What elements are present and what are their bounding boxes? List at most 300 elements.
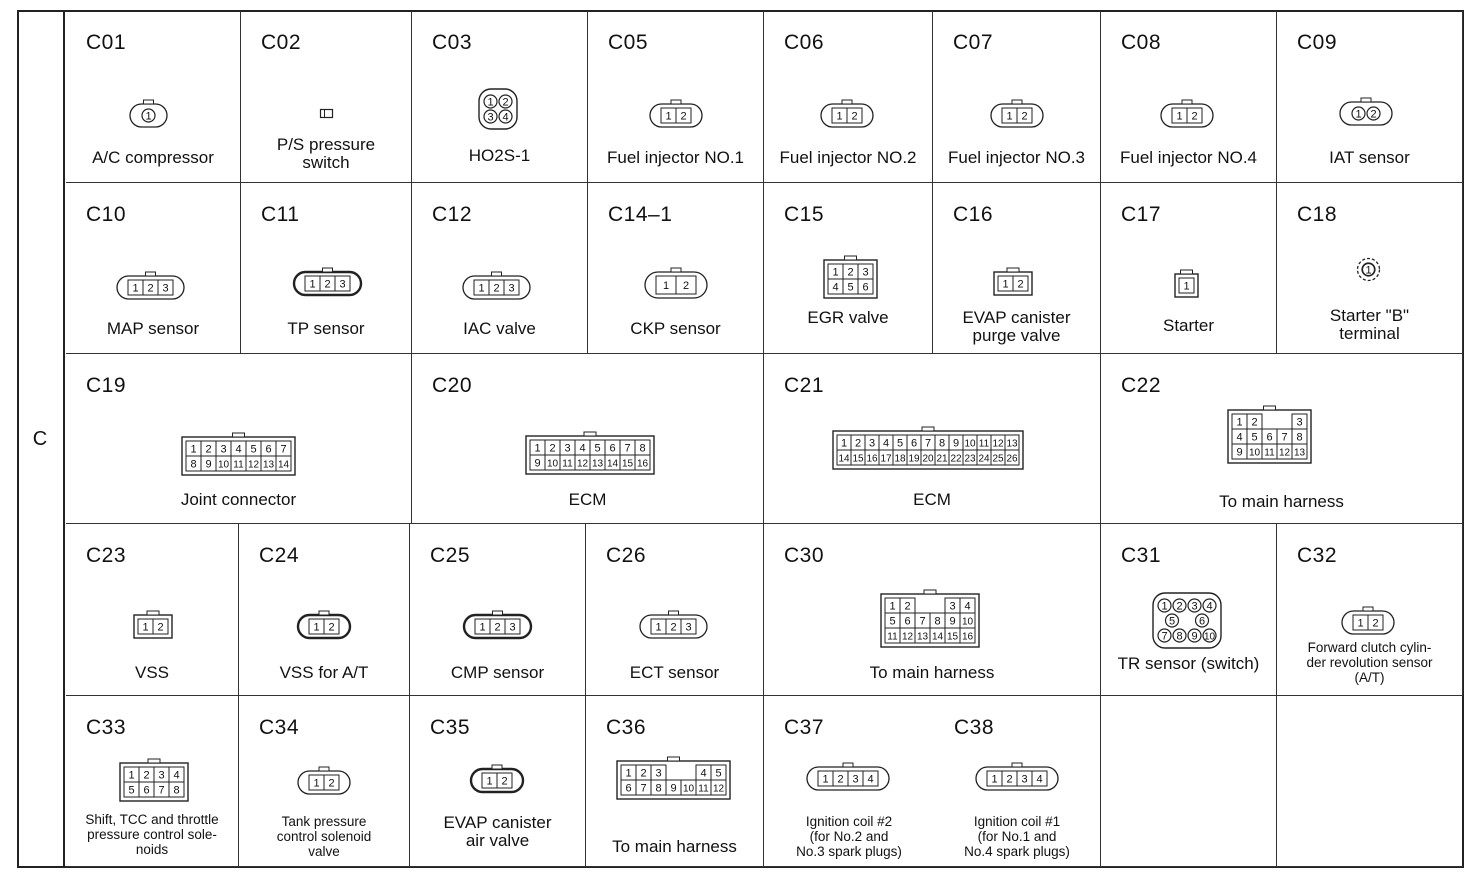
pin-label: 25 — [992, 453, 1004, 465]
pin-label: 2 — [146, 282, 154, 294]
connector-cell-c15 — [764, 183, 933, 354]
connector-face-c11 — [293, 271, 362, 296]
pin-label: 1 — [477, 282, 485, 294]
pin-label: 2 — [549, 442, 556, 455]
connector-name: To main harness — [869, 663, 995, 682]
connector-code: C07 — [953, 31, 994, 54]
connector-name: IAT sensor — [1329, 148, 1410, 167]
pin-label: 7 — [279, 443, 287, 456]
connector-name: To main harness — [612, 837, 737, 856]
pin-label: 8 — [639, 442, 646, 455]
connector-code: C36 — [606, 716, 647, 739]
connector-face-c26 — [639, 614, 708, 639]
pin-label: 2 — [1006, 773, 1013, 785]
connector-cell-c11 — [241, 183, 412, 354]
pin-label: 1 — [313, 621, 320, 633]
pin-label: 2 — [1017, 278, 1024, 290]
connector-cell-c16 — [933, 183, 1101, 354]
pin-label: 21 — [936, 453, 948, 465]
connector-name: ECM — [568, 490, 607, 509]
pin-label: 1 — [487, 96, 494, 109]
pin-label: 1 — [128, 769, 135, 782]
pin-label: 3 — [1295, 416, 1303, 428]
connector-cell-c34 — [239, 696, 410, 867]
connector-name: Starter — [1162, 316, 1215, 335]
pin-label: 13 — [262, 459, 274, 471]
pin-label: 1 — [189, 443, 197, 456]
connector-name: MAP sensor — [106, 319, 200, 338]
connector-code: C37 — [784, 716, 825, 739]
pin-label: 10 — [1248, 447, 1260, 458]
connector-face-c08 — [1160, 103, 1214, 128]
connector-face-c05 — [649, 103, 703, 128]
pin-label: 12 — [901, 631, 914, 642]
connector-face-c10 — [116, 275, 185, 300]
pin-label: 10 — [546, 458, 559, 470]
pin-label: 3 — [852, 773, 859, 785]
pin-label: 12 — [247, 459, 259, 471]
pin-label: 4 — [173, 769, 180, 782]
connector-face-c21 — [832, 430, 1024, 470]
connector-code: C25 — [430, 544, 471, 567]
pin-label: 24 — [978, 453, 990, 465]
connector-code: C06 — [784, 31, 825, 54]
pin-label: 3 — [1191, 600, 1198, 612]
connector-cell-c10 — [66, 183, 241, 354]
pin-label: 13 — [1006, 438, 1018, 450]
connector-cell-c33 — [66, 696, 239, 867]
pin-label: 3 — [949, 600, 956, 612]
connector-cell-c07 — [933, 11, 1101, 183]
connector-cell-c22 — [1101, 354, 1463, 524]
pin-label: 8 — [189, 458, 197, 471]
connector-face-c35 — [470, 768, 524, 793]
connector-code: C24 — [259, 544, 300, 567]
pin-label: 7 — [158, 784, 165, 797]
connector-face-c37 — [806, 766, 890, 791]
pin-label: 9 — [1235, 446, 1243, 458]
connector-face-c06 — [820, 103, 874, 128]
connector-code: C19 — [86, 374, 127, 397]
connector-face-c01 — [129, 103, 168, 128]
pin-label: 11 — [697, 783, 709, 795]
pin-label: 2 — [846, 266, 854, 279]
pin-label: 3 — [654, 767, 662, 780]
pin-label: 10 — [964, 438, 976, 450]
connector-name: Tank pressure control solenoid valve — [276, 814, 372, 859]
connector-name: Fuel injector NO.1 — [607, 148, 744, 167]
pin-label: 20 — [922, 453, 934, 465]
row-label-column — [17, 10, 65, 868]
connector-code: C14–1 — [608, 203, 673, 226]
pin-label: 12 — [1278, 447, 1290, 458]
connector-name: TP sensor — [287, 319, 365, 338]
pin-label: 11 — [1263, 447, 1275, 458]
connector-face-c17 — [1174, 273, 1199, 298]
pin-label: 3 — [158, 769, 165, 782]
pin-label: 3 — [564, 442, 571, 455]
connector-cell-c35 — [410, 696, 586, 867]
pin-label: 2 — [204, 443, 212, 456]
pin-label: 4 — [699, 767, 707, 780]
pin-label: 2 — [854, 437, 862, 450]
connector-code: C10 — [86, 203, 127, 226]
connector-cell-c37 — [764, 696, 934, 867]
pin-label: 8 — [173, 784, 180, 797]
connector-code: C15 — [784, 203, 825, 226]
connector-cell-c24 — [239, 524, 410, 696]
pin-label: 9 — [1191, 630, 1198, 642]
pin-label: 3 — [861, 266, 869, 279]
connector-face-c20 — [525, 435, 655, 475]
connector-code: C23 — [86, 544, 127, 567]
connector-name: A/C compressor — [92, 148, 214, 167]
connector-cell-c06 — [764, 11, 933, 183]
connector-name: EVAP canister purge valve — [962, 308, 1071, 345]
connector-name: Shift, TCC and throttle pressure control sole- noids — [85, 812, 219, 857]
pin-label: 10 — [1203, 631, 1216, 642]
pin-label: 1 — [1161, 600, 1168, 612]
pin-label: 8 — [938, 437, 946, 450]
connector-cell-c01 — [66, 11, 241, 183]
pin-label: 2 — [680, 110, 687, 122]
connector-face-c12 — [462, 275, 531, 300]
pin-label: 5 — [128, 784, 135, 797]
connector-cell-c14–1 — [588, 183, 764, 354]
connector-face-c30 — [880, 593, 980, 648]
pin-label: 6 — [624, 782, 632, 795]
connector-face-c36 — [616, 760, 731, 800]
connector-face-c31 — [1152, 592, 1222, 649]
pin-label: 11 — [978, 438, 990, 450]
pin-label: 12 — [576, 458, 589, 470]
connector-name: EVAP canister air valve — [443, 813, 552, 850]
pin-label: 7 — [624, 442, 631, 455]
pin-label: 5 — [1168, 615, 1176, 627]
pin-label: 2 — [493, 621, 501, 633]
connector-name: P/S pressure switch — [276, 135, 376, 172]
pin-label: 16 — [866, 453, 878, 465]
connector-name: Fuel injector NO.3 — [948, 148, 1085, 167]
pin-label: 12 — [992, 438, 1004, 450]
pin-label: 12 — [712, 783, 724, 795]
pin-label: 2 — [323, 278, 331, 290]
pin-label: 9 — [669, 782, 677, 795]
connector-name: HO2S-1 — [468, 146, 531, 165]
pin-label: 6 — [609, 442, 616, 455]
pin-label: 15 — [946, 631, 959, 642]
pin-label: 3 — [487, 111, 494, 124]
pin-label: 6 — [1198, 615, 1206, 627]
pin-label: 5 — [889, 615, 896, 627]
connector-name: CMP sensor — [450, 663, 545, 682]
pin-label: 4 — [234, 443, 242, 456]
pin-label: 2 — [851, 110, 858, 122]
connector-code: C32 — [1297, 544, 1338, 567]
pin-label: 5 — [249, 443, 257, 456]
pin-label: 1 — [654, 621, 662, 633]
connector-cell-c26 — [586, 524, 764, 696]
pin-label: 13 — [1293, 447, 1305, 458]
connector-code: C34 — [259, 716, 300, 739]
pin-label: 2 — [501, 775, 508, 787]
pin-label: 3 — [219, 443, 227, 456]
connector-name: ECT sensor — [629, 663, 720, 682]
connector-code: C21 — [784, 374, 825, 397]
pin-label: 1 — [144, 110, 152, 122]
connector-code: C26 — [606, 544, 647, 567]
pin-label: 1 — [624, 767, 632, 780]
pin-label: 2 — [1372, 617, 1379, 629]
connector-face-c07 — [990, 103, 1044, 128]
pin-label: 3 — [338, 278, 346, 290]
connector-cell-c30 — [764, 524, 1101, 696]
pin-label: 2 — [639, 767, 647, 780]
pin-label: 1 — [889, 600, 896, 612]
pin-label: 1 — [991, 773, 998, 785]
connector-cell-c05 — [588, 11, 764, 183]
pin-label: 1 — [142, 621, 149, 633]
pin-label: 2 — [1370, 108, 1377, 120]
connector-cell-c23 — [66, 524, 239, 696]
connector-cell-c31 — [1101, 524, 1277, 696]
pin-label: 7 — [1280, 431, 1288, 443]
pin-label: 9 — [204, 458, 212, 471]
pin-label: 6 — [1265, 431, 1273, 443]
pin-label: 6 — [904, 615, 911, 627]
connector-code: C35 — [430, 716, 471, 739]
pin-label: 2 — [328, 777, 335, 789]
pin-label: 16 — [636, 458, 649, 470]
pin-label: 2 — [492, 282, 500, 294]
pin-label: 1 — [1364, 264, 1372, 276]
pin-label: 4 — [1206, 600, 1213, 612]
pin-label: 3 — [1021, 773, 1028, 785]
connector-name: IAC valve — [463, 319, 536, 338]
pin-label: 17 — [880, 453, 892, 465]
connector-code: C38 — [954, 716, 995, 739]
connector-name: Fuel injector NO.4 — [1120, 148, 1257, 167]
pin-label: 4 — [831, 281, 839, 294]
connector-name: Starter "B" terminal — [1329, 306, 1410, 343]
pin-label: 1 — [662, 280, 670, 292]
connector-code: C08 — [1121, 31, 1162, 54]
connector-name: VSS for A/T — [279, 663, 369, 682]
pin-label: 3 — [868, 437, 876, 450]
connector-face-c14–1 — [644, 271, 708, 299]
connector-name: Joint connector — [180, 490, 297, 509]
pin-label: 11 — [232, 459, 244, 471]
pin-label: 6 — [264, 443, 272, 456]
pin-label: 8 — [1176, 630, 1183, 642]
pin-label: 19 — [908, 453, 920, 465]
connector-code: C31 — [1121, 544, 1162, 567]
connector-face-c23 — [133, 614, 173, 639]
pin-label: 1 — [486, 775, 493, 787]
connector-cell-c32 — [1277, 524, 1463, 696]
pin-label: 4 — [1036, 773, 1043, 785]
pin-label: 6 — [143, 784, 150, 797]
pin-label: 7 — [924, 437, 932, 450]
pin-label: 5 — [896, 437, 904, 450]
pin-label: 2 — [143, 769, 150, 782]
pin-label: 3 — [508, 621, 516, 633]
pin-label: 2 — [1021, 110, 1028, 122]
pin-label: 1 — [1357, 617, 1364, 629]
pin-label: 1 — [313, 777, 320, 789]
pin-label: 2 — [682, 280, 690, 292]
connector-code: C01 — [86, 31, 127, 54]
pin-label: 15 — [852, 453, 864, 465]
pin-label: 1 — [1176, 110, 1183, 122]
pin-label: 11 — [887, 631, 898, 642]
connector-face-c09 — [1339, 101, 1393, 126]
pin-label: 13 — [916, 631, 929, 642]
pin-label: 16 — [961, 631, 974, 642]
pin-label: 10 — [961, 616, 974, 627]
pin-label: 13 — [591, 458, 604, 470]
pin-label: 5 — [714, 767, 722, 780]
connector-code: C17 — [1121, 203, 1162, 226]
pin-label: 2 — [1191, 110, 1198, 122]
pin-label: 7 — [919, 615, 926, 627]
pin-label: 4 — [502, 111, 509, 124]
pin-label: 1 — [836, 110, 843, 122]
connector-cell-c09 — [1277, 11, 1463, 183]
connector-code: C05 — [608, 31, 649, 54]
connector-code: C12 — [432, 203, 473, 226]
connector-face-c32 — [1341, 610, 1395, 635]
connector-code: C11 — [261, 203, 300, 226]
pin-label: 6 — [861, 281, 869, 294]
connector-face-c25 — [463, 614, 532, 639]
pin-label: 2 — [1176, 600, 1183, 612]
connector-face-c24 — [297, 614, 351, 639]
connector-code: C18 — [1297, 203, 1338, 226]
pin-label: 2 — [1250, 416, 1258, 428]
pin-label: 1 — [478, 621, 486, 633]
pin-label: 3 — [507, 282, 515, 294]
connector-name: EGR valve — [807, 308, 889, 327]
pin-label: 7 — [1161, 630, 1168, 642]
pin-label: 1 — [831, 266, 839, 279]
connector-code: C20 — [432, 374, 473, 397]
connector-name: Forward clutch cylin- der revolution sensor (A/T) — [1306, 640, 1433, 685]
pin-label: 4 — [882, 437, 890, 450]
connector-face-c33 — [119, 762, 189, 802]
connector-name: To main harness — [1219, 492, 1344, 511]
pin-label: 8 — [934, 615, 941, 627]
pin-label: 7 — [639, 782, 647, 795]
pin-label: 8 — [1295, 431, 1303, 443]
connector-face-c38 — [975, 766, 1059, 791]
connector-name: Ignition coil #2 (for No.2 and No.3 spark plugs) — [796, 814, 902, 859]
connector-face-c16 — [993, 271, 1033, 296]
connector-cell-c38 — [934, 696, 1101, 867]
pin-label: 2 — [328, 621, 335, 633]
connector-face-c02 — [314, 101, 339, 126]
connector-code: C33 — [86, 716, 127, 739]
pin-label: 3 — [684, 621, 692, 633]
pin-label: 1 — [840, 437, 848, 450]
pin-label: 5 — [594, 442, 601, 455]
connector-code: C16 — [953, 203, 994, 226]
pin-label: 10 — [217, 459, 229, 471]
pin-label: 2 — [669, 621, 677, 633]
pin-label: 1 — [1355, 108, 1362, 120]
pin-label: 1 — [822, 773, 829, 785]
pin-label: 1 — [131, 282, 139, 294]
pin-label: 23 — [964, 453, 976, 465]
pin-label: 1 — [1182, 280, 1190, 292]
pin-label: 5 — [1250, 431, 1258, 443]
connector-face-c34 — [297, 770, 351, 795]
pin-label: 1 — [1002, 278, 1009, 290]
pin-label: 9 — [534, 457, 541, 470]
connector-cell-c19 — [66, 354, 412, 524]
connector-cell-c20 — [412, 354, 764, 524]
pin-label: 15 — [621, 458, 634, 470]
pin-label: 4 — [1235, 431, 1243, 443]
empty-cell — [1277, 696, 1463, 867]
pin-label: 18 — [894, 453, 906, 465]
pin-label: 26 — [1006, 453, 1018, 465]
connector-code: C03 — [432, 31, 473, 54]
pin-label: 4 — [579, 442, 586, 455]
connector-face-c22 — [1227, 409, 1312, 464]
connector-code: C02 — [261, 31, 302, 54]
connector-face-c19 — [181, 436, 296, 476]
pin-label: 4 — [867, 773, 874, 785]
connector-cell-c03 — [412, 11, 588, 183]
connector-face-c18 — [1356, 257, 1381, 282]
connector-name: TR sensor (switch) — [1117, 654, 1260, 673]
connector-cell-c18 — [1277, 183, 1463, 354]
connector-cell-c21 — [764, 354, 1101, 524]
connector-face-c15 — [823, 259, 878, 299]
connector-cell-c17 — [1101, 183, 1277, 354]
pin-label: 1 — [308, 278, 316, 290]
connector-name: ECM — [913, 490, 951, 509]
pin-label: 14 — [606, 458, 619, 470]
pin-label: 14 — [931, 631, 944, 642]
pin-label: 14 — [838, 453, 850, 465]
pin-label: 1 — [1235, 416, 1243, 428]
pin-label: 1 — [665, 110, 672, 122]
pin-label: 1 — [534, 442, 541, 455]
connector-cell-c25 — [410, 524, 586, 696]
pin-label: 9 — [949, 615, 956, 627]
connector-face-c03 — [478, 88, 518, 130]
pin-label: 9 — [952, 437, 960, 450]
pin-label: 4 — [964, 600, 971, 612]
connector-cell-c12 — [412, 183, 588, 354]
connector-cell-c02 — [241, 11, 412, 183]
pin-label: 2 — [837, 773, 844, 785]
connector-name: Fuel injector NO.2 — [779, 148, 917, 167]
pin-label: 22 — [950, 453, 962, 465]
connector-code: C22 — [1121, 374, 1162, 397]
pin-label: 5 — [846, 281, 854, 294]
connector-code: C09 — [1297, 31, 1338, 54]
pin-label: 1 — [1006, 110, 1013, 122]
pin-label: 2 — [904, 600, 911, 612]
row-label: C — [32, 428, 48, 450]
connector-name: VSS — [134, 663, 170, 682]
connector-name: CKP sensor — [630, 319, 721, 338]
connector-code: C30 — [784, 544, 825, 567]
connector-cell-c36 — [586, 696, 764, 867]
